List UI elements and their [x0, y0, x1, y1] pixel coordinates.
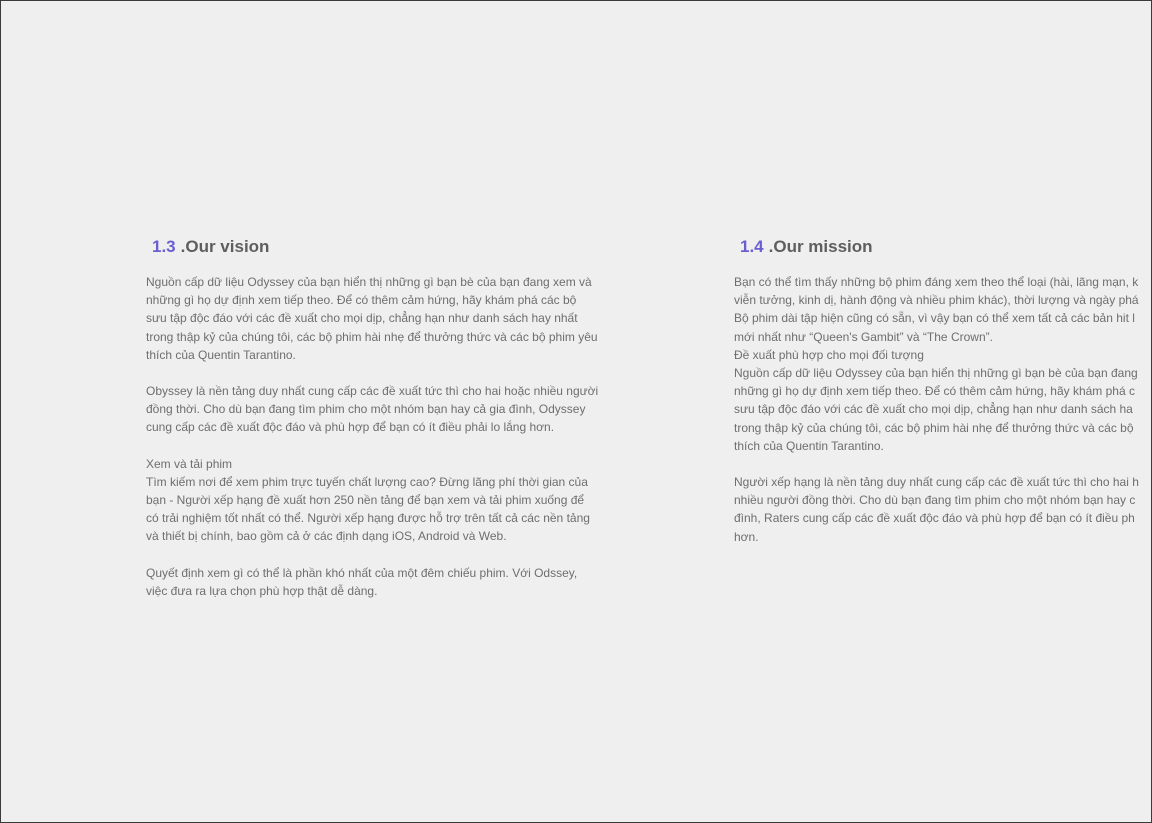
vision-section: [146, 235, 626, 618]
mission-paragraph-2: Người xếp hạng là nền tảng duy nhất cung cấp các đề xuất tức thì cho hai h nhiều người đồng thời. Cho dù bạn đang tìm phim cho một nhóm bạn hay c đình, Raters cung cấp các đề xuất độc đáo và phù hợp để bạn có ít điều ph hơn.: [734, 475, 1139, 544]
mission-heading: [740, 235, 1152, 259]
vision-section-number: 1.3: [152, 237, 176, 256]
vision-section-title: .Our vision: [180, 237, 270, 256]
mission-section-title: .Our mission: [768, 237, 873, 256]
vision-paragraph-2: Obyssey là nền tảng duy nhất cung cấp các đề xuất tức thì cho hai hoặc nhiều người đồng thời. Cho dù bạn đang tìm phim cho một nhóm bạn hay cả gia đình, Odyssey cung cấp các đề xuất độc đáo và phù hợp để bạn có ít điều phải lo lắng hơn.: [146, 384, 599, 435]
mission-section-number: 1.4: [740, 237, 764, 256]
vision-paragraph-3: Xem và tải phim Tìm kiếm nơi để xem phim trực tuyến chất lượng cao? Đừng lãng phí thời gian của bạn - Người xếp hạng đề xuất hơn 250 nền tảng để bạn xem và tải phim xuống để có trải nghiệm tốt nhất có thể. Người xếp hạng được hỗ trợ trên tất cả các nền tảng và thiết bị chính, bao gồm cả ở các định dạng iOS, Android và Web.: [146, 456, 590, 544]
vision-paragraph-4: Quyết định xem gì có thể là phần khó nhất của một đêm chiếu phim. Với Odssey, việc đưa ra lựa chọn phù hợp thật dễ dàng.: [146, 565, 578, 598]
vision-paragraph-1: Nguồn cấp dữ liệu Odyssey của bạn hiển thị những gì bạn bè của bạn đang xem và những gì họ dự định xem tiếp theo. Để có thêm cảm hứng, hãy khám phá các bộ sưu tập độc đáo với các đề xuất cho mọi dịp, chẳng hạn như danh sách hay nhất trong thập kỷ của chúng tôi, các bộ phim hài nhẹ để thưởng thức và các bộ phim yêu thích của Quentin Tarantino.: [146, 275, 598, 362]
mission-section: [734, 235, 1152, 564]
mission-paragraph-1: Bạn có thể tìm thấy những bộ phim đáng xem theo thể loại (hài, lãng mạn, k viễn tưởng, kinh dị, hành động và nhiều phim khác), thời lượng và ngày phá Bộ phim dài tập hiện cũng có sẵn, vì vậy bạn có thể xem tất cả các bản hit l mới nhất như “Queen's Gambit” và “The Crown”. Đề xuất phù hợp cho mọi đối tượng Nguồn cấp dữ liệu Odyssey của bạn hiển thị những gì bạn bè của bạn đang những gì họ dự định xem tiếp theo. Để có thêm cảm hứng, hãy khám phá c sưu tập độc đáo với các đề xuất cho mọi dịp, chẳng hạn như danh sách ha trong thập kỷ của chúng tôi, các bộ phim hài nhẹ để thưởng thức và các bộ thích của Quentin Tarantino.: [734, 275, 1139, 453]
vision-heading: [152, 235, 626, 259]
